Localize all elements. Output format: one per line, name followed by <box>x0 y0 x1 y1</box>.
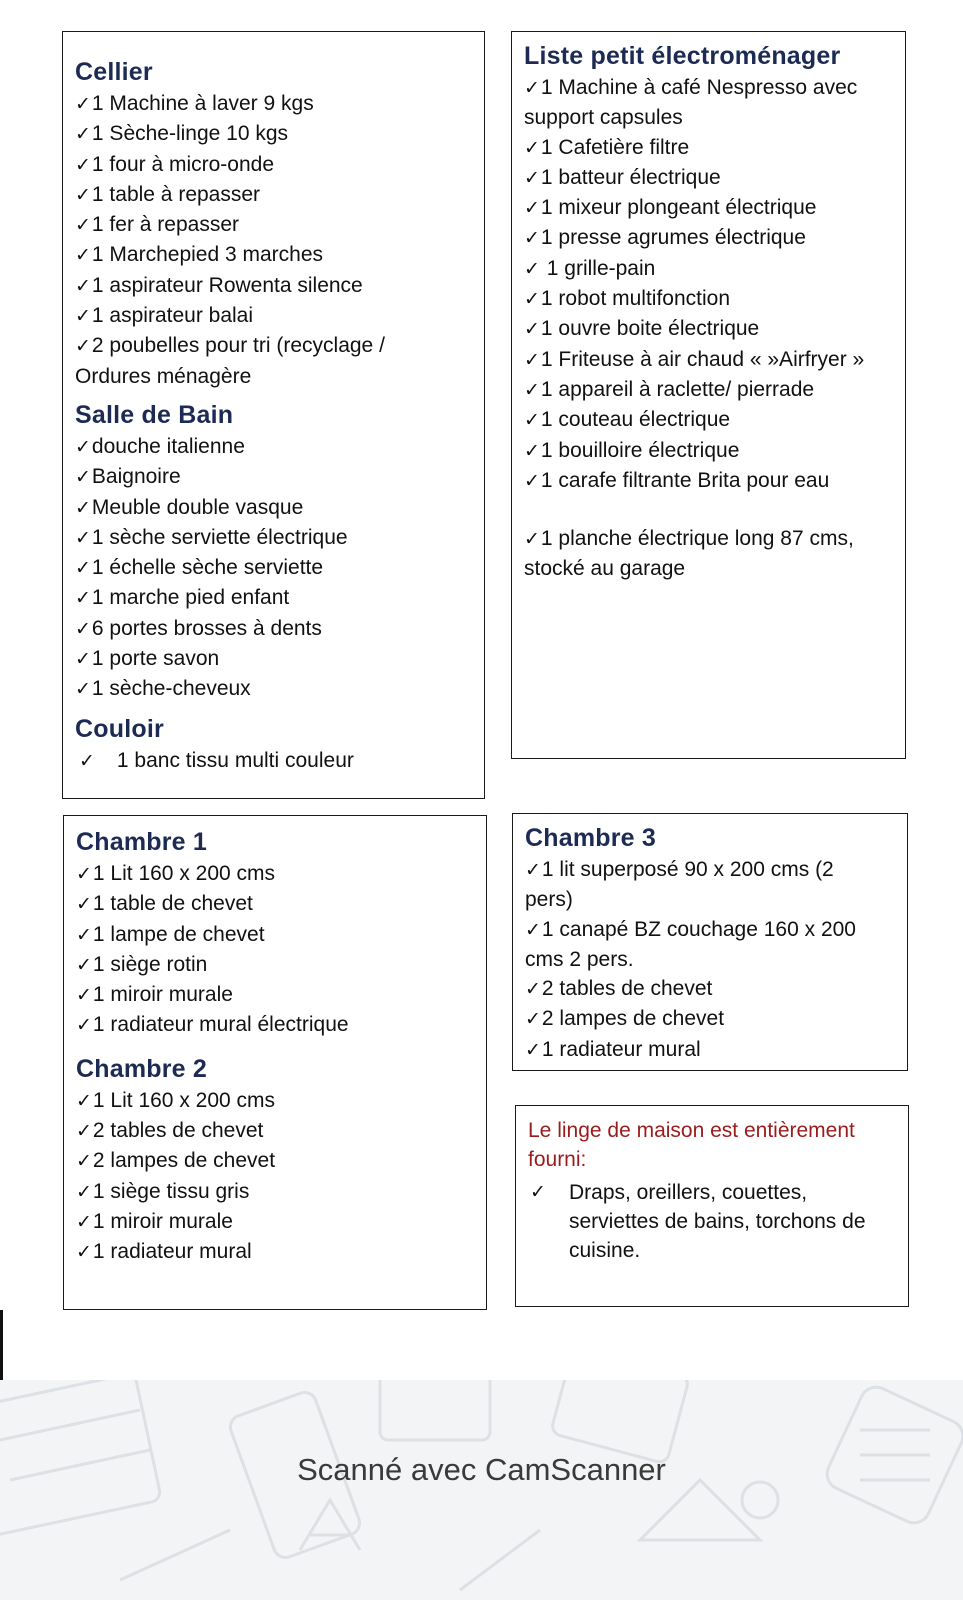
list-item: ✓1 Machine à laver 9 kgs <box>75 92 314 115</box>
check-icon: ✓ <box>75 305 91 328</box>
footer-pattern-icon <box>0 1380 963 1600</box>
list-item: ✓Meuble double vasque <box>75 495 304 519</box>
scan-edge-mark <box>0 1310 3 1380</box>
box-chambre-1-2 <box>63 815 487 1310</box>
salle-de-bain-title: Salle de Bain <box>75 400 234 429</box>
box-cellier-salle-couloir <box>62 31 485 799</box>
list-item: ✓2 tables de chevet <box>76 1119 264 1143</box>
chambre2-title: Chambre 2 <box>76 1054 208 1083</box>
check-icon: ✓ <box>525 859 541 881</box>
petit-electromenager-title: Liste petit électroménager <box>524 42 841 70</box>
salle-de-bain-list <box>75 432 474 705</box>
check-icon: ✓ <box>524 257 540 280</box>
list-item: ✓1 table de chevet <box>76 892 253 916</box>
list-item: ✓1 planche électrique long 87 cms, <box>524 527 854 551</box>
list-item: ✓1 échelle sèche serviette <box>75 556 324 580</box>
check-icon: ✓ <box>75 274 91 297</box>
couloir-list <box>75 746 474 776</box>
chambre1-title: Chambre 1 <box>76 828 208 856</box>
list-item: ✓1 lit superposé 90 x 200 cms (2 <box>525 858 834 881</box>
list-item: ✓1 presse agrumes électrique <box>524 226 806 250</box>
list-item: ✓1 Sèche-linge 10 kgs <box>75 122 289 146</box>
list-item: ✓1 canapé BZ couchage 160 x 200 <box>525 917 856 941</box>
list-item: ✓1 couteau électrique <box>524 408 731 432</box>
list-item: ✓1 miroir murale <box>76 983 233 1007</box>
check-icon: ✓ <box>524 288 540 311</box>
list-item: ✓1 Friteuse à air chaud « »Airfryer » <box>524 347 865 371</box>
check-icon: ✓ <box>75 526 91 549</box>
list-item: ✓1 Machine à café Nespresso avec <box>524 76 858 99</box>
list-item: ✓1 marche pied enfant <box>75 586 290 610</box>
check-icon: ✓ <box>524 409 540 432</box>
check-icon: ✓ <box>75 183 91 206</box>
check-icon: ✓ <box>75 617 91 640</box>
list-item: ✓1 ouvre boite électrique <box>524 317 760 341</box>
camscanner-label: Scanné avec CamScanner <box>297 1452 666 1487</box>
check-icon: ✓ <box>76 863 92 885</box>
chambre2-list <box>76 1086 476 1268</box>
check-icon: ✓ <box>524 227 540 250</box>
list-item: ✓1 miroir murale <box>76 1209 233 1233</box>
list-item: ✓1 fer à repasser <box>75 213 239 237</box>
check-icon: ✓ <box>76 1241 92 1264</box>
check-icon: ✓ <box>524 439 540 462</box>
check-icon: ✓ <box>76 1150 92 1173</box>
list-item-continuation: support capsules <box>524 106 683 130</box>
check-icon: ✓ <box>76 1180 92 1203</box>
check-icon: ✓ <box>525 918 541 941</box>
list-item: ✓douche italienne <box>75 434 245 458</box>
check-icon: ✓ <box>524 166 540 189</box>
list-item-continuation: pers) <box>525 888 573 912</box>
list-item: ✓1 Cafetière filtre <box>524 135 690 159</box>
petit-electromenager-list <box>524 73 895 584</box>
box-linge-de-maison <box>515 1105 909 1307</box>
camscanner-footer <box>0 1380 963 1600</box>
check-icon: ✓ <box>76 953 92 976</box>
check-icon: ✓ <box>524 348 540 371</box>
check-icon: ✓ <box>75 587 91 610</box>
check-icon: ✓ <box>75 435 91 458</box>
list-item: ✓1 robot multifonction <box>524 287 731 311</box>
check-icon: ✓ <box>524 378 540 401</box>
list-item: ✓Baignoire <box>75 465 181 489</box>
list-item-continuation: cms 2 pers. <box>525 947 634 971</box>
list-item: ✓2 lampes de chevet <box>525 1007 725 1031</box>
list-item: ✓ 1 grille-pain <box>524 256 656 280</box>
check-icon: ✓ <box>525 978 541 1001</box>
list-item: ✓1 siège tissu gris <box>76 1179 250 1203</box>
check-icon: ✓ <box>76 1089 92 1112</box>
list-item: ✓ 1 banc tissu multi couleur <box>79 748 354 772</box>
list-item-continuation: stocké au garage <box>524 557 686 581</box>
check-icon: ✓ <box>75 648 91 671</box>
list-item-continuation: Ordures ménagère <box>75 364 252 388</box>
list-item: ✓1 appareil à raclette/ pierrade <box>524 377 815 401</box>
check-icon: ✓ <box>76 893 92 916</box>
box-petit-electromenager <box>511 31 906 759</box>
list-item: ✓1 aspirateur balai <box>75 304 254 328</box>
list-item: ✓1 Lit 160 x 200 cms <box>76 1088 276 1112</box>
check-icon: ✓ <box>76 1210 92 1233</box>
cellier-list <box>75 89 474 391</box>
check-icon: ✓ <box>75 93 91 115</box>
chambre1-list <box>76 859 476 1041</box>
check-icon: ✓ <box>79 749 95 772</box>
cellier-title: Cellier <box>75 58 153 86</box>
check-icon: ✓ <box>524 528 540 551</box>
list-item: ✓1 aspirateur Rowenta silence <box>75 273 363 297</box>
check-icon: ✓ <box>524 469 540 492</box>
chambre3-list <box>525 855 897 1065</box>
list-item: ✓1 batteur électrique <box>524 165 721 189</box>
list-item: ✓1 radiateur mural électrique <box>76 1013 349 1037</box>
check-icon: ✓ <box>524 318 540 341</box>
list-item: ✓2 tables de chevet <box>525 977 713 1001</box>
check-icon: ✓ <box>76 984 92 1007</box>
box-chambre-3 <box>512 813 908 1071</box>
list-item: ✓1 carafe filtrante Brita pour eau <box>524 468 830 492</box>
check-icon: ✓ <box>75 678 91 701</box>
list-item: ✓1 Lit 160 x 200 cms <box>76 862 276 885</box>
check-icon: ✓ <box>525 1008 541 1031</box>
check-icon: ✓ <box>76 1120 92 1143</box>
check-icon: ✓ <box>75 123 91 146</box>
list-item: ✓1 porte savon <box>75 647 220 671</box>
check-icon: ✓ <box>524 197 540 220</box>
check-icon: ✓ <box>76 923 92 946</box>
check-icon: ✓ <box>75 496 91 519</box>
check-icon: ✓ <box>530 1181 546 1203</box>
list-item: ✓1 bouilloire électrique <box>524 438 740 462</box>
check-icon: ✓ <box>75 244 91 267</box>
check-icon: ✓ <box>76 1014 92 1037</box>
linge-title: Le linge de maison est entièrement fourni: <box>528 1119 855 1171</box>
list-item: ✓2 lampes de chevet <box>76 1149 276 1173</box>
list-item: ✓1 mixeur plongeant électrique <box>524 196 817 220</box>
linge-item-text: Draps, oreillers, couettes, serviettes de bains, torchons de cuisine. <box>569 1181 866 1262</box>
list-item: ✓1 lampe de chevet <box>76 922 265 946</box>
linge-item <box>528 1178 898 1265</box>
check-icon: ✓ <box>75 466 91 489</box>
list-item: ✓1 sèche serviette électrique <box>75 525 348 549</box>
list-item: ✓1 sèche-cheveux <box>75 677 251 701</box>
couloir-title: Couloir <box>75 714 164 743</box>
check-icon: ✓ <box>524 77 540 99</box>
chambre3-title: Chambre 3 <box>525 824 657 852</box>
list-item: ✓1 radiateur mural <box>525 1037 701 1061</box>
list-item: ✓6 portes brosses à dents <box>75 616 322 640</box>
list-item: ✓2 poubelles pour tri (recyclage / <box>75 334 385 358</box>
list-item: ✓1 table à repasser <box>75 182 261 206</box>
check-icon: ✓ <box>525 1038 541 1061</box>
check-icon: ✓ <box>75 153 91 176</box>
check-icon: ✓ <box>75 214 91 237</box>
list-item: ✓1 four à micro-onde <box>75 152 275 176</box>
list-item: ✓1 siège rotin <box>76 952 208 976</box>
list-item: ✓1 radiateur mural <box>76 1240 252 1264</box>
list-item: ✓1 Marchepied 3 marches <box>75 243 324 267</box>
check-icon: ✓ <box>75 335 91 358</box>
check-icon: ✓ <box>524 136 540 159</box>
check-icon: ✓ <box>75 557 91 580</box>
